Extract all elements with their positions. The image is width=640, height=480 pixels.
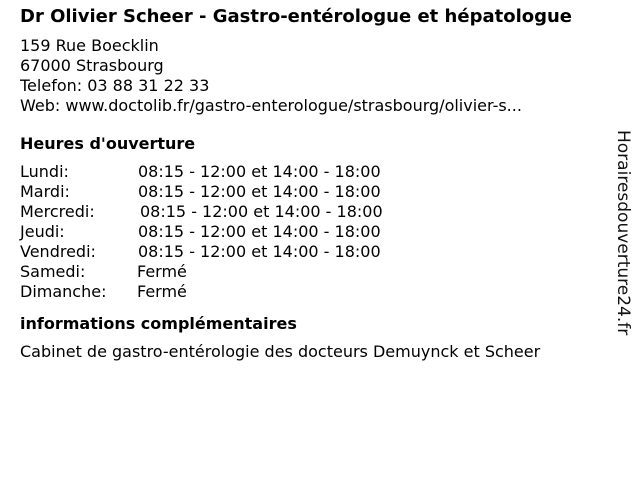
additional-info-heading: informations complémentaires bbox=[20, 314, 297, 333]
day-hours: Fermé bbox=[137, 282, 187, 301]
phone-number: Telefon: 03 88 31 22 33 bbox=[20, 76, 210, 95]
additional-info-text: Cabinet de gastro-entérologie des docteurs Demuynck et Scheer bbox=[20, 342, 541, 361]
day-hours: 08:15 - 12:00 et 14:00 - 18:00 bbox=[140, 202, 383, 221]
day-hours: Fermé bbox=[137, 262, 187, 281]
hours-row-wednesday bbox=[20, 202, 600, 222]
day-hours: 08:15 - 12:00 et 14:00 - 18:00 bbox=[138, 222, 381, 241]
opening-hours-table bbox=[20, 162, 600, 302]
day-label: Lundi: bbox=[20, 162, 69, 181]
hours-row-saturday bbox=[20, 262, 600, 282]
address-block bbox=[20, 36, 600, 116]
day-hours: 08:15 - 12:00 et 14:00 - 18:00 bbox=[138, 242, 381, 261]
day-label: Samedi: bbox=[20, 262, 86, 281]
business-listing bbox=[20, 6, 600, 362]
brand-watermark: Horairesdouverture24.fr bbox=[613, 130, 633, 336]
brand-sidebar bbox=[610, 130, 636, 350]
page-title: Dr Olivier Scheer - Gastro-entérologue et hépatologue bbox=[20, 6, 573, 27]
hours-row-monday bbox=[20, 162, 600, 182]
day-label: Dimanche: bbox=[20, 282, 107, 301]
hours-row-friday bbox=[20, 242, 600, 262]
day-label: Mercredi: bbox=[20, 202, 95, 221]
city-address: 67000 Strasbourg bbox=[20, 56, 164, 75]
hours-row-thursday bbox=[20, 222, 600, 242]
opening-hours-heading: Heures d'ouverture bbox=[20, 134, 196, 153]
day-label: Vendredi: bbox=[20, 242, 96, 261]
street-address: 159 Rue Boecklin bbox=[20, 36, 159, 55]
day-hours: 08:15 - 12:00 et 14:00 - 18:00 bbox=[138, 162, 381, 181]
day-label: Mardi: bbox=[20, 182, 70, 201]
day-label: Jeudi: bbox=[20, 222, 65, 241]
day-hours: 08:15 - 12:00 et 14:00 - 18:00 bbox=[138, 182, 381, 201]
hours-row-sunday bbox=[20, 282, 600, 302]
hours-row-tuesday bbox=[20, 182, 600, 202]
website-link[interactable]: Web: www.doctolib.fr/gastro-enterologue/strasbourg/olivier-s... bbox=[20, 96, 522, 115]
